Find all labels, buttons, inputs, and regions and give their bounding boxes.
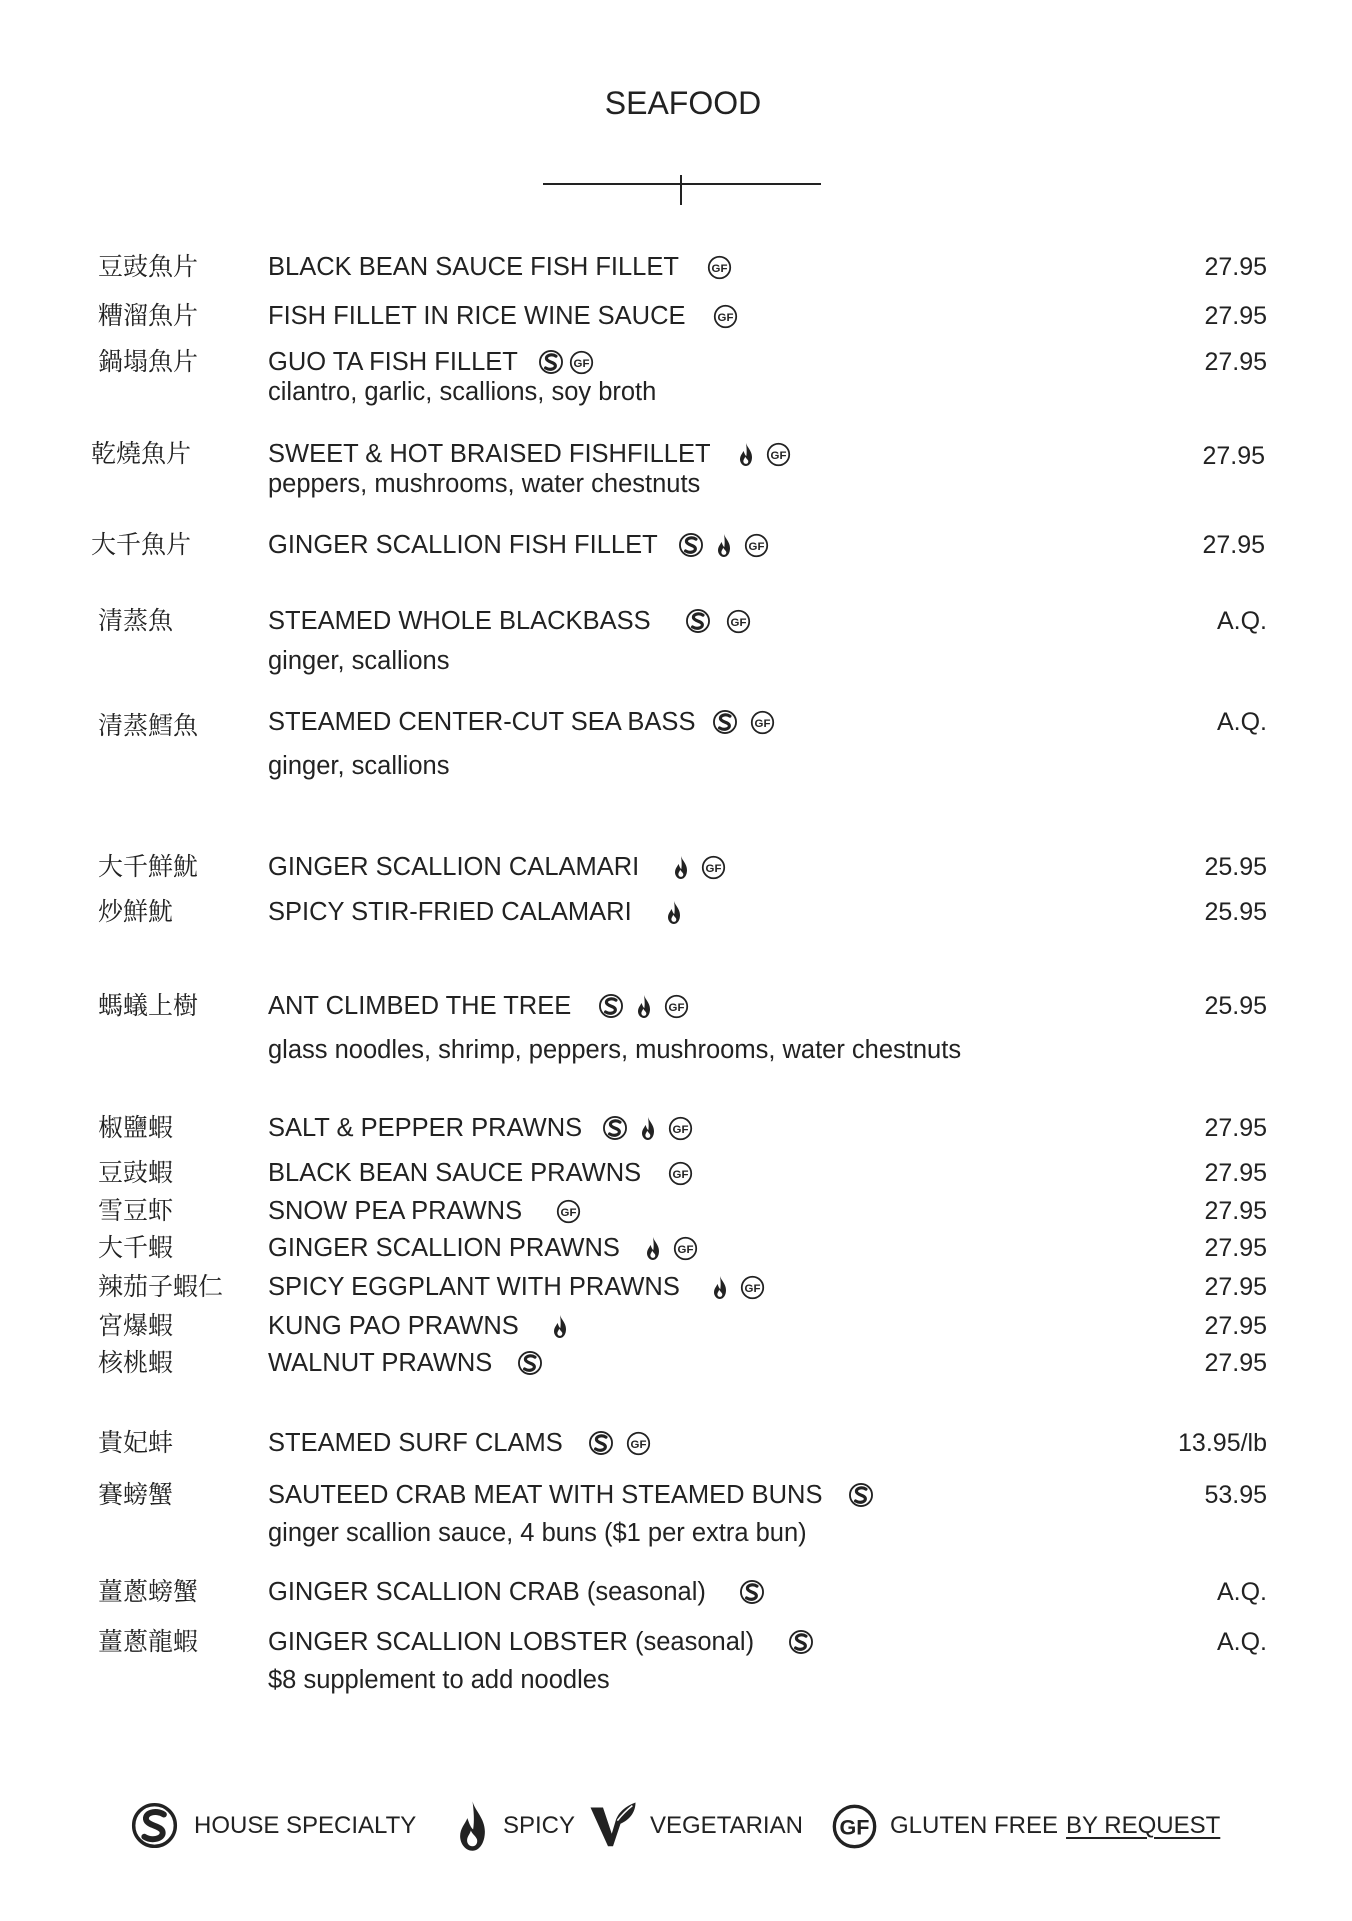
svg-text:GF: GF (573, 357, 590, 370)
menu-item-icons (685, 608, 751, 634)
menu-item-icons (602, 1115, 693, 1141)
menu-item-name: SPICY STIR-FRIED CALAMARI (268, 898, 632, 926)
spicy-icon (673, 855, 689, 880)
menu-item-title (268, 1480, 874, 1510)
menu-item-chinese-name: 鍋塌魚片 (98, 347, 199, 376)
menu-item-chinese-name: 椒鹽蝦 (98, 1113, 174, 1142)
svg-text:GF: GF (677, 1243, 694, 1256)
gluten-free-icon (701, 855, 726, 880)
svg-text:GF: GF (770, 449, 787, 462)
menu-item-chinese-name: 宮爆蝦 (98, 1311, 174, 1340)
svg-text:GF: GF (839, 1815, 870, 1840)
menu-item-icons (707, 255, 732, 280)
spicy-icon (666, 900, 682, 925)
menu-item-name: STEAMED SURF CLAMS (268, 1429, 563, 1457)
menu-item-icons (668, 1161, 693, 1186)
menu-item-title (268, 991, 689, 1021)
menu-item-title (268, 1627, 814, 1657)
menu-item-chinese-name: 大千蝦 (98, 1233, 174, 1262)
svg-text:GF: GF (560, 1206, 577, 1219)
menu-item-title (268, 439, 791, 469)
menu-item-icons (538, 349, 594, 375)
menu-item-chinese-name: 糟溜魚片 (98, 301, 199, 330)
menu-item-price: 27.95 (1204, 1234, 1267, 1262)
menu-item-price: 27.95 (1202, 531, 1265, 559)
menu-item-chinese-name: 大千魚片 (91, 530, 192, 559)
menu-item-chinese-name: 螞蟻上樹 (98, 991, 199, 1020)
menu-item-title (268, 1113, 693, 1143)
menu-item-name: SNOW PEA PRAWNS (268, 1197, 523, 1225)
house-specialty-icon (130, 1801, 179, 1850)
menu-item-name: GINGER SCALLION PRAWNS (268, 1234, 620, 1262)
house-specialty-icon (712, 709, 738, 735)
house-specialty-icon (588, 1430, 614, 1456)
menu-item-name: SWEET & HOT BRAISED FISHFILLET (268, 440, 711, 468)
menu-item-title (268, 530, 769, 560)
menu-item-icons (739, 1579, 765, 1605)
menu-item-chinese-name: 清蒸鱈魚 (98, 711, 199, 740)
menu-item-icons (713, 304, 738, 329)
menu-item-chinese-name: 乾燒魚片 (91, 439, 192, 468)
menu-item-price: 27.95 (1204, 1312, 1267, 1340)
menu-item-name: FISH FILLET IN RICE WINE SAUCE (268, 302, 686, 330)
menu-item-icons (738, 442, 791, 467)
gluten-free-icon (569, 350, 594, 375)
menu-item-icons (517, 1350, 543, 1376)
menu-item-chinese-name: 辣茄子蝦仁 (98, 1272, 224, 1301)
spicy-icon (456, 1799, 489, 1853)
gluten-free-icon (744, 533, 769, 558)
gluten-free-icon (707, 255, 732, 280)
menu-item-icons (598, 993, 689, 1019)
svg-text:GF: GF (730, 616, 747, 629)
page-title: SEAFOOD (604, 85, 762, 121)
menu-item-chinese-name: 雪豆虾 (98, 1196, 174, 1225)
menu-item-price: 27.95 (1204, 302, 1267, 330)
svg-text:GF: GF (755, 717, 771, 730)
legend-note-by-request: BY REQUEST (1066, 1812, 1221, 1839)
menu-item-title (268, 252, 732, 282)
vegetarian-icon (588, 1799, 638, 1851)
menu-item-price: 27.95 (1204, 1159, 1267, 1187)
menu-item-price: 25.95 (1204, 898, 1267, 926)
menu-item-chinese-name: 豆豉魚片 (98, 252, 199, 281)
menu-item-icons (645, 1236, 698, 1261)
menu-item-name: GUO TA FISH FILLET (268, 348, 518, 376)
spicy-icon (552, 1314, 568, 1339)
legend-label-house-specialty: HOUSE SPECIALTY (194, 1812, 417, 1839)
gluten-free-icon (664, 994, 689, 1019)
spicy-icon (645, 1236, 661, 1261)
menu-item-price: A.Q. (1216, 708, 1267, 736)
svg-text:GF: GF (672, 1123, 689, 1136)
menu-item-description: ginger, scallions (268, 752, 450, 780)
spicy-icon (640, 1116, 656, 1141)
menu-item-title (268, 707, 775, 737)
svg-text:GF: GF (717, 311, 733, 324)
gluten-free-icon (740, 1275, 765, 1300)
legend-label-vegetarian: VEGETARIAN (650, 1812, 803, 1839)
menu-item-chinese-name: 貴妃蚌 (98, 1428, 174, 1457)
spicy-icon (636, 994, 652, 1019)
menu-item-chinese-name: 賽螃蟹 (98, 1480, 174, 1509)
svg-text:GF: GF (630, 1438, 647, 1451)
menu-item-price: 27.95 (1202, 442, 1265, 470)
menu-item-price: A.Q. (1216, 607, 1267, 635)
menu-item-icons (666, 900, 682, 925)
menu-item-title (268, 1577, 765, 1607)
menu-item-price: 25.95 (1204, 992, 1267, 1020)
house-specialty-icon (538, 349, 564, 375)
menu-item-title (268, 1428, 651, 1458)
divider-tick (680, 175, 682, 205)
svg-text:GF: GF (672, 1168, 689, 1181)
menu-item-name: ANT CLIMBED THE TREE (268, 992, 572, 1020)
menu-item-title (268, 1158, 693, 1188)
menu-item-title (268, 897, 682, 927)
menu-item-price: 27.95 (1204, 348, 1267, 376)
menu-item-name: BLACK BEAN SAUCE FISH FILLET (268, 253, 679, 281)
menu-item-chinese-name: 清蒸魚 (98, 606, 174, 635)
gluten-free-icon (626, 1431, 651, 1456)
menu-item-title (268, 1311, 568, 1341)
menu-item-chinese-name: 薑蔥龍蝦 (98, 1627, 199, 1656)
menu-item-icons (712, 1275, 765, 1300)
divider-line (543, 183, 821, 185)
gluten-free-icon (713, 304, 738, 329)
menu-item-icons (678, 532, 769, 558)
gluten-free-icon (766, 442, 791, 467)
svg-text:GF: GF (744, 1282, 761, 1295)
menu-item-name: GINGER SCALLION FISH FILLET (268, 531, 658, 559)
gluten-free-icon (668, 1116, 693, 1141)
legend-label-gluten-free: GLUTEN FREE (890, 1812, 1059, 1839)
menu-item-chinese-name: 大千鮮魷 (98, 852, 199, 881)
legend-label-spicy: SPICY (503, 1812, 576, 1839)
menu-item-icons (848, 1482, 874, 1508)
menu-item-title (268, 1272, 765, 1302)
menu-item-name: KUNG PAO PRAWNS (268, 1312, 519, 1340)
menu-item-price: 27.95 (1204, 1114, 1267, 1142)
menu-item-name: GINGER SCALLION CALAMARI (268, 853, 640, 881)
menu-item-name: SAUTEED CRAB MEAT WITH STEAMED BUNS (268, 1481, 823, 1509)
menu-item-name: SPICY EGGPLANT WITH PRAWNS (268, 1273, 680, 1301)
menu-item-name: GINGER SCALLION LOBSTER (seasonal) (268, 1628, 755, 1656)
menu-item-title (268, 1233, 698, 1263)
menu-item-description: peppers, mushrooms, water chestnuts (268, 470, 701, 498)
menu-item-icons (673, 855, 726, 880)
gluten-free-icon (831, 1803, 878, 1850)
menu-item-description: glass noodles, shrimp, peppers, mushrooms, water chestnuts (268, 1036, 962, 1064)
gluten-free-icon (750, 710, 775, 735)
menu-item-title (268, 301, 738, 331)
menu-item-icons (556, 1199, 581, 1224)
menu-item-price: A.Q. (1216, 1628, 1267, 1656)
menu-item-price: 53.95 (1204, 1481, 1267, 1509)
menu-item-price: 27.95 (1204, 1273, 1267, 1301)
menu-item-icons (788, 1629, 814, 1655)
menu-item-description: ginger, scallions (268, 647, 450, 675)
spicy-icon (738, 442, 754, 467)
gluten-free-icon (668, 1161, 693, 1186)
house-specialty-icon (685, 608, 711, 634)
house-specialty-icon (788, 1629, 814, 1655)
menu-item-chinese-name: 炒鮮魷 (98, 897, 174, 926)
menu-item-chinese-name: 薑蔥螃蟹 (98, 1577, 199, 1606)
menu-item-icons (552, 1314, 568, 1339)
menu-item-name: WALNUT PRAWNS (268, 1349, 493, 1377)
menu-item-title (268, 1348, 543, 1378)
house-specialty-icon (602, 1115, 628, 1141)
menu-item-price: A.Q. (1216, 1578, 1267, 1606)
menu-item-chinese-name: 豆豉蝦 (98, 1158, 174, 1187)
spicy-icon (712, 1275, 728, 1300)
menu-item-description: cilantro, garlic, scallions, soy broth (268, 378, 657, 406)
menu-item-price: 27.95 (1204, 1197, 1267, 1225)
house-specialty-icon (678, 532, 704, 558)
menu-item-description: ginger scallion sauce, 4 buns ($1 per extra bun) (268, 1519, 807, 1547)
spicy-icon (716, 533, 732, 558)
gluten-free-icon (556, 1199, 581, 1224)
gluten-free-icon (673, 1236, 698, 1261)
svg-text:GF: GF (748, 540, 765, 553)
menu-item-price: 27.95 (1204, 253, 1267, 281)
menu-item-title (268, 347, 594, 377)
legend-label-gluten-free-group (890, 1811, 1220, 1841)
menu-item-name: STEAMED WHOLE BLACKBASS (268, 607, 651, 635)
menu-item-icons (712, 709, 775, 735)
menu-item-price: 25.95 (1204, 853, 1267, 881)
menu-item-description: $8 supplement to add noodles (268, 1666, 610, 1694)
menu-item-title (268, 606, 751, 636)
house-specialty-icon (598, 993, 624, 1019)
house-specialty-icon (517, 1350, 543, 1376)
gluten-free-icon (726, 609, 751, 634)
house-specialty-icon (848, 1482, 874, 1508)
menu-item-title (268, 1196, 581, 1226)
menu-item-price: 27.95 (1204, 1349, 1267, 1377)
menu-item-name: GINGER SCALLION CRAB (seasonal) (268, 1578, 706, 1606)
menu-item-name: SALT & PEPPER PRAWNS (268, 1114, 583, 1142)
menu-item-title (268, 852, 726, 882)
menu-item-name: STEAMED CENTER-CUT SEA BASS (268, 708, 696, 736)
svg-text:GF: GF (668, 1001, 685, 1014)
house-specialty-icon (739, 1579, 765, 1605)
svg-text:GF: GF (705, 862, 722, 875)
svg-text:GF: GF (711, 262, 728, 275)
menu-item-price: 13.95/lb (1178, 1429, 1267, 1457)
menu-item-chinese-name: 核桃蝦 (98, 1348, 174, 1377)
menu-item-name: BLACK BEAN SAUCE PRAWNS (268, 1159, 642, 1187)
menu-item-icons (588, 1430, 651, 1456)
